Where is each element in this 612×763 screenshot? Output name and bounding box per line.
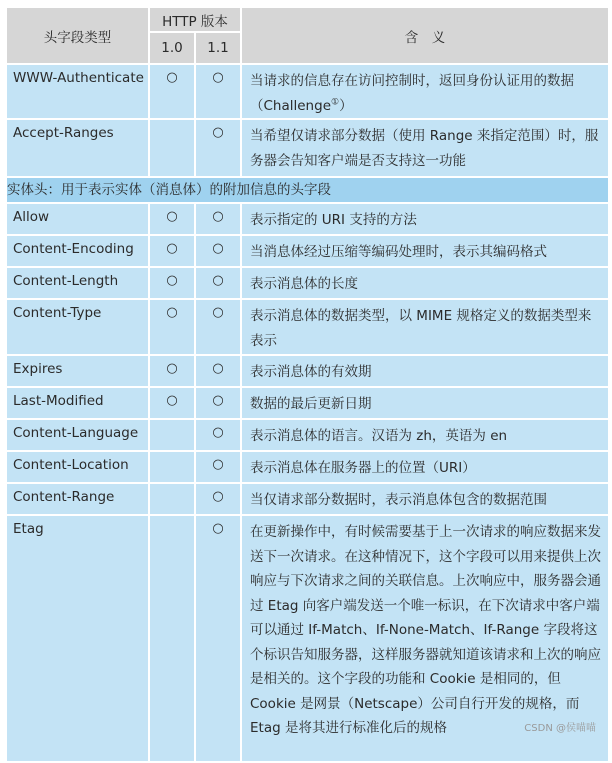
field-description: 表示消息体的语言。汉语为 zh，英语为 en	[241, 419, 609, 451]
field-description: 当消息体经过压缩等编码处理时，表示其编码格式	[241, 235, 609, 267]
version-11-mark: ○	[195, 419, 241, 451]
column-header-v11: 1.1	[195, 32, 241, 64]
field-name: Content-Length	[6, 267, 149, 299]
table-row	[6, 387, 609, 419]
table-row	[6, 515, 609, 762]
table-row	[6, 419, 609, 451]
version-11-mark: ○	[195, 299, 241, 355]
version-10-mark: ○	[149, 64, 195, 119]
field-name: Content-Type	[6, 299, 149, 355]
table-row	[6, 483, 609, 515]
version-10-mark: ○	[149, 235, 195, 267]
version-11-mark: ○	[195, 119, 241, 177]
table-row	[6, 451, 609, 483]
version-10-mark	[149, 451, 195, 483]
column-header-meaning: 含 义	[241, 7, 609, 64]
field-name: Content-Range	[6, 483, 149, 515]
field-description: 在更新操作中，有时候需要基于上一次请求的响应数据来发送下一次请求。在这种情况下，这个字段可以用来提供上次响应与下次请求之间的关联信息。上次响应中，服务器会通过 Etag 向客户端发送一个唯一标识，在下次请求中客户端可以通过 If-Match、If-None-Match、If-Range 字段将这个标识告知服务器，这样服务器就知道该请求和上次的响应是相关的。这个字段的功能和 Cookie 是相同的，但 Cookie 是网景（Netscape）公司自行开发的规格，而 Etag 是将其进行标准化后的规格	[241, 515, 609, 762]
section-title: 实体头：用于表示实体（消息体）的附加信息的头字段	[6, 177, 609, 203]
version-10-mark: ○	[149, 299, 195, 355]
column-header-http-version: HTTP 版本	[149, 7, 241, 32]
description-text: 当请求的信息存在访问控制时，返回身份认证用的数据（Challenge	[250, 73, 574, 114]
version-11-mark: ○	[195, 203, 241, 235]
field-name: Content-Language	[6, 419, 149, 451]
version-10-mark: ○	[149, 203, 195, 235]
version-10-mark: ○	[149, 355, 195, 387]
version-11-mark: ○	[195, 483, 241, 515]
table-row	[6, 355, 609, 387]
column-header-v10: 1.0	[149, 32, 195, 64]
version-11-mark: ○	[195, 235, 241, 267]
field-name: Etag	[6, 515, 149, 762]
version-10-mark	[149, 119, 195, 177]
table-row	[6, 299, 609, 355]
field-description: 表示消息体的长度	[241, 267, 609, 299]
version-10-mark: ○	[149, 387, 195, 419]
table-row	[6, 203, 609, 235]
field-description: 数据的最后更新日期	[241, 387, 609, 419]
table-row	[6, 267, 609, 299]
version-11-mark: ○	[195, 355, 241, 387]
field-name: Last-Modified	[6, 387, 149, 419]
version-11-mark: ○	[195, 515, 241, 762]
field-description: 表示消息体在服务器上的位置（URI）	[241, 451, 609, 483]
version-11-mark: ○	[195, 451, 241, 483]
version-11-mark: ○	[195, 64, 241, 119]
field-description: 表示消息体的数据类型，以 MIME 规格定义的数据类型来表示	[241, 299, 609, 355]
field-name: Accept-Ranges	[6, 119, 149, 177]
footnote-marker: ①	[331, 97, 340, 107]
field-name: Allow	[6, 203, 149, 235]
http-header-table	[5, 6, 610, 763]
version-11-mark: ○	[195, 387, 241, 419]
table-row	[6, 64, 609, 119]
table-row	[6, 119, 609, 177]
watermark: CSDN @侯喵喵	[524, 723, 596, 734]
table-body	[6, 64, 609, 762]
field-name: Expires	[6, 355, 149, 387]
version-11-mark: ○	[195, 267, 241, 299]
field-description: 当仅请求部分数据时，表示消息体包含的数据范围	[241, 483, 609, 515]
field-description: 表示消息体的有效期	[241, 355, 609, 387]
field-name: Content-Location	[6, 451, 149, 483]
description-tail: ）	[339, 97, 353, 114]
field-name: WWW-Authenticate	[6, 64, 149, 119]
section-row	[6, 177, 609, 203]
field-description: 表示指定的 URI 支持的方法	[241, 203, 609, 235]
field-description: 当希望仅请求部分数据（使用 Range 来指定范围）时，服务器会告知客户端是否支持这一功能	[241, 119, 609, 177]
column-header-field-type: 头字段类型	[6, 7, 149, 64]
version-10-mark	[149, 419, 195, 451]
version-10-mark	[149, 515, 195, 762]
version-10-mark: ○	[149, 267, 195, 299]
table-row	[6, 235, 609, 267]
field-description	[241, 64, 609, 119]
version-10-mark	[149, 483, 195, 515]
field-name: Content-Encoding	[6, 235, 149, 267]
